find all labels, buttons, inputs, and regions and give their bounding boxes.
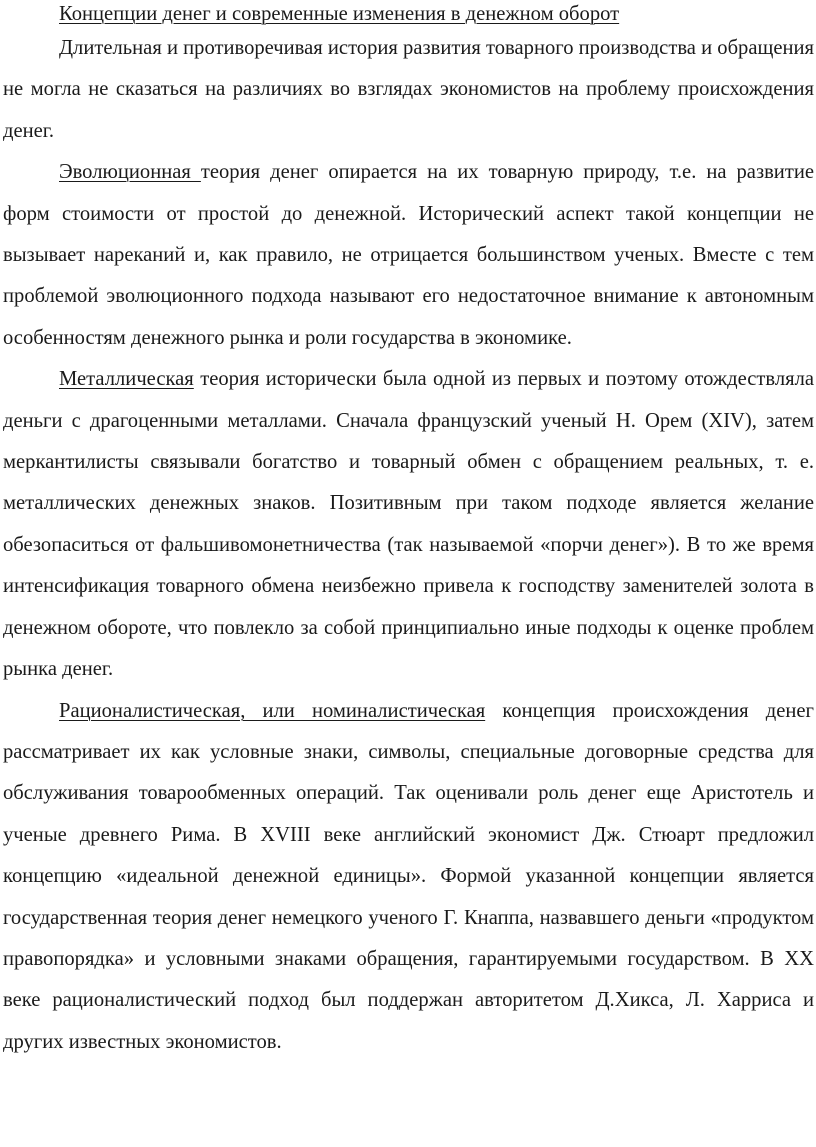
paragraph-rationalist-text: концепция происхождения денег рассматривает их как условные знаки, символы, специальные договорные средства для обслуживания товарообменных операций. Так оценивали роль денег еще Аристотель и ученые древнего Рима. В XVIII веке английский экономист Дж. Стюарт предложил концепцию «идеальной денежной единицы». Формой указанной концепции является государственная теория денег немецкого ученого Г. Кнаппа, назвавшего деньги «продуктом правопорядка» и условными знаками обращения, гарантируемыми государством. В XX веке рационалистический подход был поддержан авторитетом Д.Хикса, Л. Харриса и других известных экономистов. — [3, 699, 814, 1053]
paragraph-intro-text: Длительная и противоречивая история развития товарного производства и обращения не могла не сказаться на различиях во взглядах экономистов на проблему происхождения денег. — [3, 37, 814, 142]
paragraph-rationalist — [3, 691, 814, 1064]
paragraph-metallic — [3, 359, 814, 690]
paragraph-metallic-text: теория исторически была одной из первых и поэтому отождествляла деньги с драгоценными металлами. Сначала французский ученый Н. Орем (XIV), затем меркантилисты связывали богатство и товарный обмен с обращением реальных, т. е. металлических денежных знаков. Позитивным при таком подходе является желание обезопаситься от фальшивомонетничества (так называемой «порчи денег»). В то же время интенсификация товарного обмена неизбежно привела к господству заменителей золота в денежном обороте, что повлекло за собой принципиально иные подходы к оценке проблем рынка денег. — [3, 368, 814, 681]
paragraph-intro — [3, 28, 814, 152]
paragraph-evolutionary-text: теория денег опирается на их товарную природу, т.е. на развитие форм стоимости от простой до денежной. Исторический аспект такой концепции не вызывает нареканий и, как правило, не отрицается большинством ученых. Вместе с тем проблемой эволюционного подхода называют его недостаточное внимание к автономным особенностям денежного рынка и роли государства в экономике. — [3, 161, 814, 349]
term-rationalist: Рационалистическая, или номиналистическая — [59, 699, 486, 722]
document-title: Концепции денег и современные изменения в денежном оборот — [59, 3, 620, 25]
paragraph-evolutionary — [3, 152, 814, 359]
term-evolutionary: Эволюционная — [59, 161, 201, 184]
term-metallic: Металлическая — [59, 368, 194, 391]
